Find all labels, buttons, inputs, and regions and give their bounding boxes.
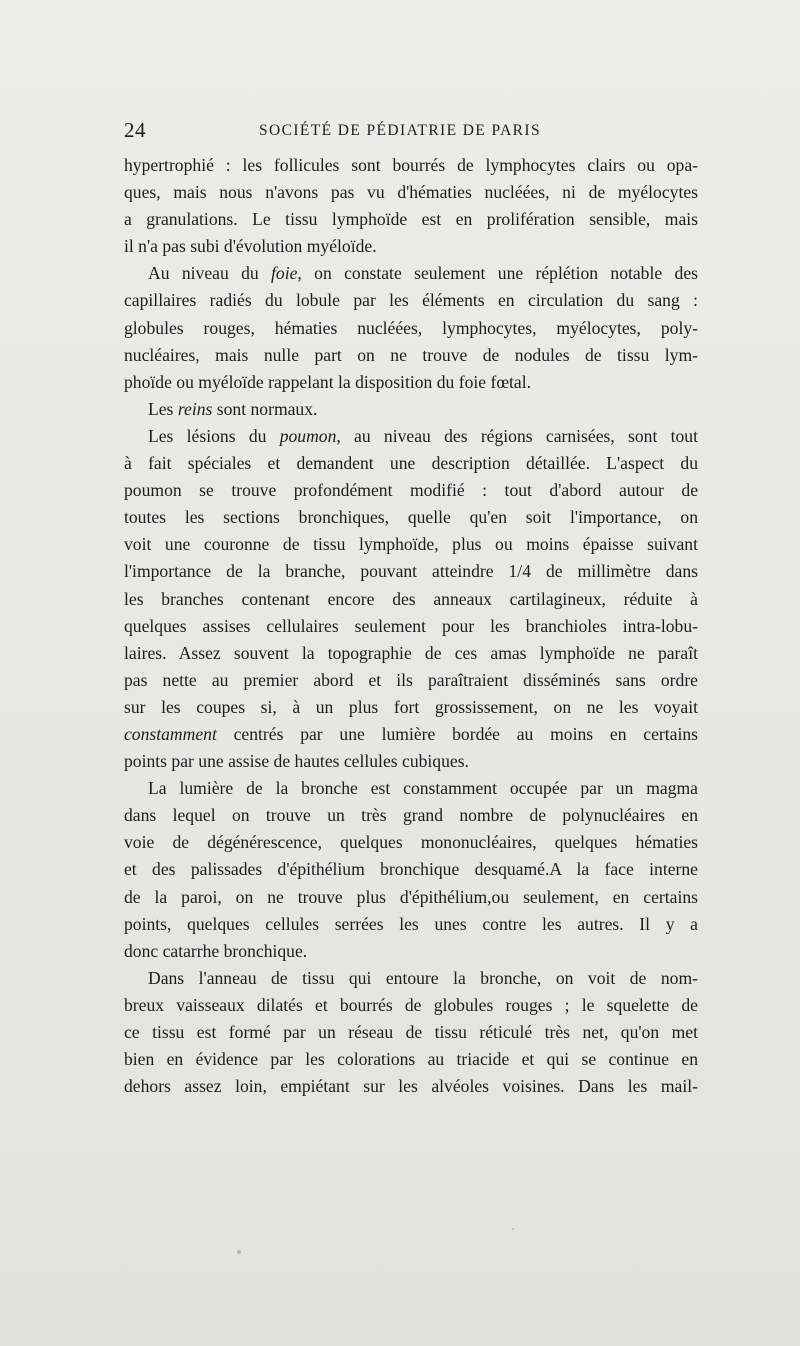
italic-term: reins bbox=[177, 398, 213, 419]
text-line: sur les coupes si, à un plus fort grossissement, on ne les voyait bbox=[124, 696, 698, 717]
text-line: pas nette au premier abord et ils paraîtraient disséminés sans ordre bbox=[124, 669, 698, 690]
running-header bbox=[124, 118, 698, 144]
text-line: ques, mais nous n'avons pas vu d'hématies nucléées, ni de myélocytes bbox=[124, 182, 698, 203]
text-run: Les bbox=[148, 398, 178, 419]
paragraph-bronchial-lumen bbox=[124, 775, 698, 965]
text-line: toutes les sections bronchiques, quelle qu'en soit l'importance, on bbox=[124, 507, 698, 528]
body-text bbox=[124, 152, 698, 1100]
text-line: à fait spéciales et demandent une description détaillée. L'aspect du bbox=[124, 453, 698, 474]
paragraph-lung bbox=[124, 423, 698, 775]
italic-term: foie bbox=[271, 263, 298, 284]
text-line: quelques assises cellulaires seulement pour les branchioles intra-lobu- bbox=[124, 615, 698, 636]
text-line: globules rouges, hématies nucléées, lymphocytes, myélocytes, poly- bbox=[124, 317, 698, 338]
text-run: sont normaux. bbox=[212, 398, 318, 419]
text-line: de la paroi, on ne trouve plus d'épithélium,ou seulement, en certains bbox=[124, 886, 698, 907]
text-line: il n'a pas subi d'évolution myéloïde. bbox=[124, 236, 377, 257]
text-line: La lumière de la bronche est constamment occupée par un magma bbox=[148, 778, 698, 799]
text-line: poumon se trouve profondément modifié : tout d'abord autour de bbox=[124, 480, 698, 501]
text-line: voit une couronne de tissu lymphoïde, plus ou moins épaisse suivant bbox=[124, 534, 698, 555]
text-line: les branches contenant encore des anneaux cartilagineux, réduite à bbox=[124, 588, 698, 609]
paragraph-tissue-ring bbox=[124, 965, 698, 1100]
text-line: nucléaires, mais nulle part on ne trouve de nodules de tissu lym- bbox=[124, 344, 698, 365]
paper-speck bbox=[512, 1228, 514, 1230]
text-line: points, quelques cellules serrées les unes contre les autres. Il y a bbox=[124, 913, 698, 934]
text-line: breux vaisseaux dilatés et bourrés de globules rouges ; le squelette de bbox=[124, 994, 698, 1015]
text-line bbox=[124, 721, 698, 748]
italic-term: poumon bbox=[279, 425, 337, 446]
text-line: dans lequel on trouve un très grand nombre de polynucléaires en bbox=[124, 805, 698, 826]
text-line: points par une assise de hautes cellules cubiques. bbox=[124, 751, 469, 772]
text-line bbox=[124, 396, 698, 423]
text-run: Au niveau du bbox=[148, 263, 272, 284]
text-line: l'importance de la branche, pouvant atteindre 1/4 de millimètre dans bbox=[124, 561, 698, 582]
running-title: SOCIÉTÉ DE PÉDIATRIE DE PARIS bbox=[259, 122, 542, 139]
page-number: 24 bbox=[124, 118, 146, 142]
text-line: et des palissades d'épithélium bronchique desquamé.A la face interne bbox=[124, 859, 698, 880]
text-line: bien en évidence par les colorations au triacide et qui se continue en bbox=[124, 1049, 698, 1070]
italic-term: constamment bbox=[124, 723, 217, 744]
text-line: capillaires radiés du lobule par les éléments en circulation du sang : bbox=[124, 290, 698, 311]
text-line: ce tissu est formé par un réseau de tissu réticulé très net, qu'on met bbox=[124, 1022, 698, 1042]
text-line: a granulations. Le tissu lymphoïde est en prolifération sensible, mais bbox=[124, 209, 698, 230]
text-line: dehors assez loin, empiétant sur les alvéoles voisines. Dans les mail- bbox=[124, 1076, 698, 1097]
text-run: Les lésions du bbox=[148, 425, 280, 446]
paper-speck bbox=[237, 1250, 241, 1254]
text-line: voie de dégénérescence, quelques mononucléaires, quelques hématies bbox=[124, 832, 698, 853]
text-run: centrés par une lumière bordée au moins en certains bbox=[216, 723, 698, 744]
paragraph-liver bbox=[124, 260, 698, 395]
text-line bbox=[124, 260, 698, 287]
text-line: Dans l'anneau de tissu qui entoure la bronche, on voit de nom- bbox=[148, 967, 698, 988]
text-run: , au niveau des régions carnisées, sont tout bbox=[336, 425, 698, 446]
text-run: , on constate seulement une réplétion notable des bbox=[297, 263, 698, 284]
text-line: laires. Assez souvent la topographie de ces amas lymphoïde ne paraît bbox=[124, 642, 698, 663]
text-line: hypertrophié : les follicules sont bourrés de lymphocytes clairs ou opa- bbox=[124, 155, 698, 175]
text-line bbox=[124, 423, 698, 450]
text-line: donc catarrhe bronchique. bbox=[124, 940, 308, 961]
paragraph-spleen bbox=[124, 152, 698, 260]
text-line: phoïde ou myéloïde rappelant la disposition du foie fœtal. bbox=[124, 371, 532, 392]
paragraph-kidneys bbox=[124, 396, 698, 423]
